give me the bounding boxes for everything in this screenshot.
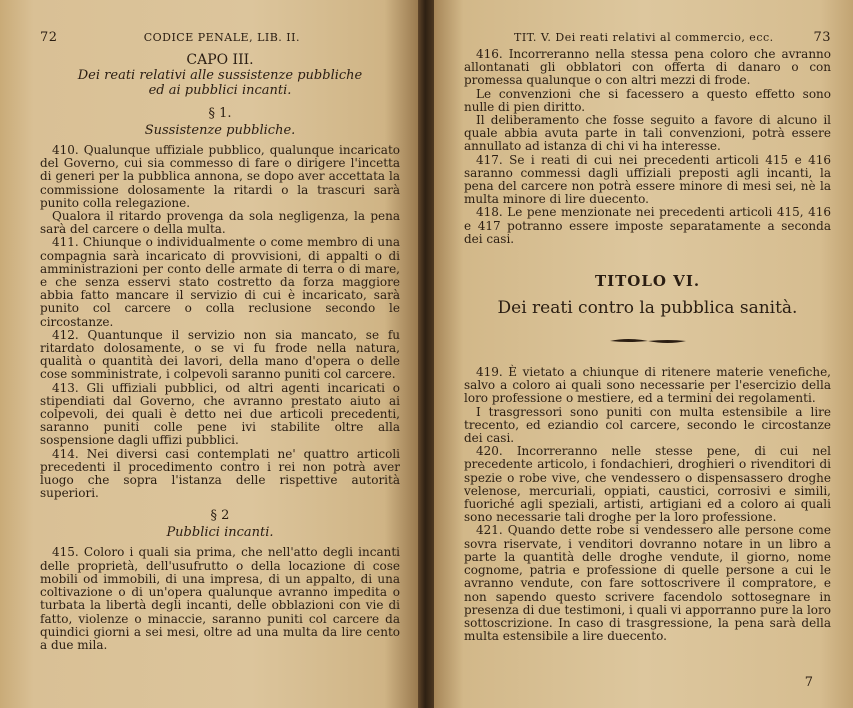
section-1-title: Sussistenze pubbliche. <box>144 123 296 138</box>
title-heading: TITOLO VI. <box>594 272 701 291</box>
section-2-title: Pubblici incanti. <box>166 525 274 541</box>
paragraph: Le convenzioni che si facessero a questo effetto sono nulle di pien diritto. <box>464 86 831 114</box>
paragraph: 421. Quando dette robe si vendessero alle persone come sovra riservate, i venditori dovranno notare in un libro a parte la quantità delle droghe vendute, il giorno, nome cognome, patria e professione di quelle persone a cui le avranno vendute, con fare sottoscrivere il compratore, e non sapendo questo scrivere facendolo sottosegnare in presenza di due testimoni, i quali vi apporranno pure la loro sottoscrizione. In caso di trasgressione, la pena sarà della multa estensibile a lire duecento. <box>464 523 831 644</box>
left-running-head: CODICE PENALE, LIB. II. <box>143 31 300 44</box>
paragraph: 417. Se i reati di cui nei precedenti articoli 415 e 416 saranno commessi dagli uffiziali preposti agli incanti, la pena del carcere non potrà essere minore di mesi sei, nè la multa minore di lire duecento. <box>464 152 831 207</box>
paragraph: 418. Le pene menzionate nei precedenti articoli 415, 416 e 417 potranno essere imposte separatamente a seconda dei casi. <box>464 205 831 246</box>
chapter-title-line-1: Dei reati relativi alle sussistenze pubbliche <box>77 68 363 83</box>
right-text-block-1 <box>464 48 831 246</box>
paragraph: 413. Gli uffiziali pubblici, od altri agenti incaricati o stipendiati dal Governo, che avranno prestato aiuto ai colpevoli, dei quali è detto nei due articoli precedenti, saranno puniti colle pene ivi stabilite oltre alla sospensione dagli uffizi pubblici. <box>40 380 400 448</box>
paragraph: 414. Nei diversi casi contemplati ne' quattro articoli precedenti il procedimento contro i rei non potrà aver luogo che sopra l'istanza delle rispettive autorità superiori. <box>40 446 400 501</box>
chapter-title-line-2: ed ai pubblici incanti. <box>148 83 292 98</box>
title-name: Dei reati contro la pubblica sanità. <box>497 298 798 319</box>
paragraph: 411. Chiunque o individualmente o come membro di una compagnia sarà incaricato di provvisioni, di appalti o di amministrazioni per conto delle armate di terra o di mare, e che senza esservi stato costretto da forza maggiore abbia fatto mancare il servizio di cui è incaricato, sarà punito col carcere o colla reclusione secondo le circostanze. <box>40 235 400 329</box>
paragraph: Qualora il ritardo provenga da sola negligenza, la pena sarà del carcere o della multa. <box>40 209 400 237</box>
right-page <box>434 0 853 708</box>
paragraph: 412. Quantunque il servizio non sia mancato, se fu ritardato dolosamente, o se vi fu frode nella natura, qualità o quantità dei lavori, della mano d'opera o delle cose somministrate, i colpevoli saranno puniti col carcere. <box>40 327 400 382</box>
paragraph: 416. Incorreranno nella stessa pena coloro che avranno allontanati gli obblatori con offerta di danaro o con promessa qualunque o con altri mezzi di frode. <box>464 47 831 88</box>
chapter-heading: CAPO III. <box>186 52 254 68</box>
ornament-divider-icon <box>608 336 688 346</box>
left-text-block-2 <box>40 546 400 652</box>
signature-mark: 7 <box>804 675 813 690</box>
book-gutter <box>418 0 434 708</box>
paragraph: Il deliberamento che fosse seguito a favore di alcuno il quale abbia avuta parte in tali convenzioni, potrà essere annullato ad istanza di chi vi ha interesse. <box>464 113 831 154</box>
left-text-block-1 <box>40 144 400 500</box>
paragraph: 415. Coloro i quali sia prima, che nell'atto degli incanti delle proprietà, dell'usufrutto o della locazione di cose mobili od immobili, di una impresa, di un appalto, di una coltivazione o di un'opera qualunque avranno impedita o turbata la libertà degli incanti, delle obblazioni con vie di fatto, violenze o minaccie, saranno puniti col carcere da quindici giorni a sei mesi, oltre ad una multa da lire cento a due mila. <box>40 545 400 652</box>
right-running-head: TIT. V. Dei reati relativi al commercio, ecc. <box>514 31 774 44</box>
left-page-number: 72 <box>40 30 58 45</box>
right-header <box>464 30 831 48</box>
paragraph: I trasgressori sono puniti con multa estensibile a lire trecento, ed eziandio col carcere, secondo le circostanze dei casi. <box>464 404 831 446</box>
section-1-number: § 1. <box>208 106 232 121</box>
left-header <box>40 30 400 48</box>
right-page-number: 73 <box>813 30 831 45</box>
right-text-block-2 <box>464 366 831 643</box>
paragraph: 410. Qualunque uffiziale pubblico, qualunque incaricato del Governo, cui sia commesso di fare o dirigere l'incetta di generi per la pubblica annona, se dopo aver accettata la commissione dolosamente la ritardi o la trascuri sarà punito colla relegazione. <box>40 143 400 210</box>
left-page <box>0 0 418 708</box>
paragraph: 419. È vietato a chiunque di ritenere materie venefiche, salvo a coloro ai quali sono necessarie per l'esercizio della loro professione o mestiere, ed a termini dei regolamenti. <box>464 365 831 406</box>
section-2-number: § 2 <box>210 508 230 524</box>
paragraph: 420. Incorreranno nelle stesse pene, di cui nel precedente articolo, i fondachieri, droghieri o rivenditori di spezie o robe vive, che vendessero o dispensassero droghe velenose, mercuriali, oppiati, caustici, corrosivi e simili, fuoriché agli speziali, artisti, artigiani ed a coloro ai quali sono necessarie tali droghe per la loro professione. <box>464 444 831 525</box>
